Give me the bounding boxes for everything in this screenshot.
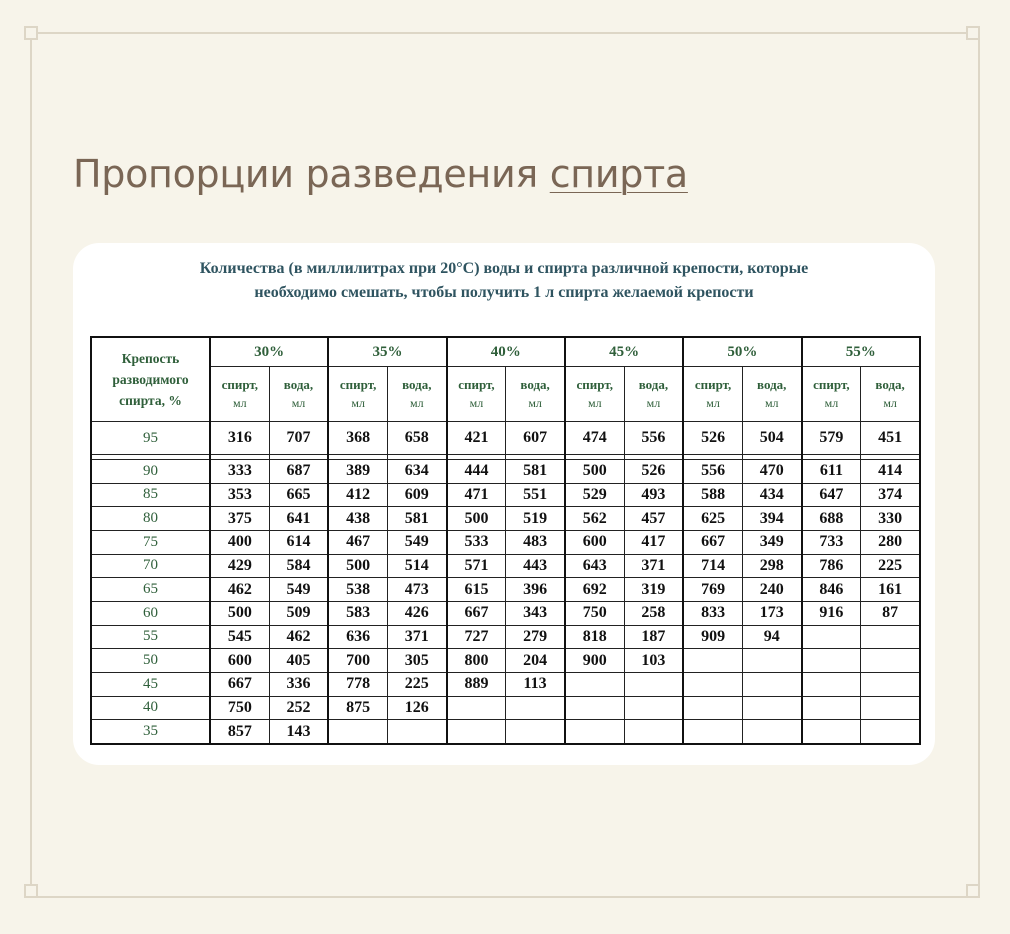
- water-ml-header: [624, 367, 683, 422]
- water-volume-cell: 462: [269, 625, 328, 649]
- water-volume-cell: 126: [387, 696, 446, 720]
- water-volume-cell: [624, 672, 683, 696]
- spirit-ml-header: [447, 367, 506, 422]
- spirit-volume-cell: 700: [328, 649, 387, 673]
- spirit-volume-cell: 556: [683, 460, 742, 484]
- spirit-volume-cell: 733: [802, 530, 861, 554]
- strength-header-line: разводимого: [112, 372, 189, 387]
- subheader-unit: мл: [233, 396, 247, 410]
- table-row: [91, 601, 920, 625]
- subheader-unit: мл: [706, 396, 720, 410]
- water-volume-cell: 143: [269, 720, 328, 744]
- water-volume-cell: 457: [624, 507, 683, 531]
- spirit-volume-cell: 412: [328, 483, 387, 507]
- spirit-volume-cell: 526: [683, 422, 742, 455]
- spirit-volume-cell: 615: [447, 578, 506, 602]
- water-volume-cell: [742, 649, 801, 673]
- table-row: [91, 578, 920, 602]
- water-volume-cell: 434: [742, 483, 801, 507]
- water-volume-cell: 330: [861, 507, 920, 531]
- spirit-volume-cell: 846: [802, 578, 861, 602]
- spirit-volume-cell: 533: [447, 530, 506, 554]
- spirit-volume-cell: [802, 720, 861, 744]
- spirit-volume-cell: 833: [683, 601, 742, 625]
- water-volume-cell: [861, 672, 920, 696]
- water-volume-cell: 443: [506, 554, 565, 578]
- spirit-volume-cell: 583: [328, 601, 387, 625]
- spirit-volume-cell: [802, 672, 861, 696]
- subheader-unit: мл: [587, 396, 602, 410]
- water-volume-cell: 173: [742, 601, 801, 625]
- subheader-unit: мл: [824, 396, 839, 410]
- spirit-volume-cell: 900: [565, 649, 624, 673]
- spirit-volume-cell: 750: [210, 696, 269, 720]
- source-strength-cell: 95: [91, 422, 210, 455]
- water-volume-cell: 509: [269, 601, 328, 625]
- water-volume-cell: 87: [861, 601, 920, 625]
- page-title-text: Пропорции разведения: [73, 152, 550, 196]
- strength-column-header: [91, 337, 210, 422]
- water-volume-cell: [506, 696, 565, 720]
- water-volume-cell: 658: [387, 422, 446, 455]
- spirit-volume-cell: [328, 720, 387, 744]
- spirit-volume-cell: [565, 720, 624, 744]
- spirit-volume-cell: 875: [328, 696, 387, 720]
- source-strength-cell: 40: [91, 696, 210, 720]
- spirit-volume-cell: 818: [565, 625, 624, 649]
- water-volume-cell: 258: [624, 601, 683, 625]
- subheader-label: спирт,: [339, 377, 377, 392]
- spirit-volume-cell: [565, 696, 624, 720]
- target-strength-header: 45%: [565, 337, 683, 367]
- subheader-label: вода,: [757, 377, 787, 392]
- spirit-volume-cell: 333: [210, 460, 269, 484]
- source-strength-cell: 65: [91, 578, 210, 602]
- frame-corner-ornament: [966, 26, 980, 40]
- source-strength-cell: 75: [91, 530, 210, 554]
- water-volume-cell: 707: [269, 422, 328, 455]
- water-volume-cell: 349: [742, 530, 801, 554]
- table-row: [91, 720, 920, 744]
- water-volume-cell: 405: [269, 649, 328, 673]
- subheader-unit: мл: [351, 396, 365, 410]
- table-row: [91, 625, 920, 649]
- subheader-unit: мл: [291, 396, 306, 410]
- title-link-spirta[interactable]: спирта: [549, 152, 688, 196]
- spirit-volume-cell: 500: [210, 601, 269, 625]
- table-row: [91, 554, 920, 578]
- spirit-volume-cell: [447, 720, 506, 744]
- water-volume-cell: 519: [506, 507, 565, 531]
- spirit-volume-cell: 579: [802, 422, 861, 455]
- spirit-volume-cell: 611: [802, 460, 861, 484]
- spirit-volume-cell: 389: [328, 460, 387, 484]
- source-strength-cell: 35: [91, 720, 210, 744]
- spirit-volume-cell: 643: [565, 554, 624, 578]
- water-volume-cell: 665: [269, 483, 328, 507]
- spirit-volume-cell: 786: [802, 554, 861, 578]
- subheader-label: вода,: [402, 377, 432, 392]
- water-volume-cell: 641: [269, 507, 328, 531]
- spirit-volume-cell: 778: [328, 672, 387, 696]
- water-volume-cell: 187: [624, 625, 683, 649]
- spirit-volume-cell: [683, 720, 742, 744]
- strength-header-line: Крепость: [121, 351, 180, 366]
- water-ml-header: [742, 367, 801, 422]
- water-volume-cell: 305: [387, 649, 446, 673]
- spirit-volume-cell: 714: [683, 554, 742, 578]
- table-row: [91, 460, 920, 484]
- spirit-volume-cell: 368: [328, 422, 387, 455]
- subheader-label: спирт,: [221, 377, 259, 392]
- frame-corner-ornament: [966, 884, 980, 898]
- water-volume-cell: [861, 649, 920, 673]
- spirit-volume-cell: 647: [802, 483, 861, 507]
- spirit-volume-cell: 727: [447, 625, 506, 649]
- target-strength-header: 40%: [447, 337, 565, 367]
- water-volume-cell: 240: [742, 578, 801, 602]
- water-volume-cell: 103: [624, 649, 683, 673]
- spirit-volume-cell: 375: [210, 507, 269, 531]
- water-volume-cell: 343: [506, 601, 565, 625]
- spirit-volume-cell: 562: [565, 507, 624, 531]
- water-volume-cell: [624, 696, 683, 720]
- subheader-unit: мл: [410, 396, 424, 410]
- spirit-volume-cell: 667: [210, 672, 269, 696]
- spirit-volume-cell: 692: [565, 578, 624, 602]
- source-strength-cell: 55: [91, 625, 210, 649]
- water-volume-cell: 279: [506, 625, 565, 649]
- subheader-unit: мл: [646, 396, 661, 410]
- table-row: [91, 530, 920, 554]
- subheader-label: вода,: [520, 377, 550, 392]
- table-card: [73, 243, 935, 765]
- spirit-volume-cell: 769: [683, 578, 742, 602]
- subheader-label: спирт,: [458, 377, 495, 392]
- spirit-volume-cell: [683, 672, 742, 696]
- water-volume-cell: 470: [742, 460, 801, 484]
- subheader-label: вода,: [283, 377, 314, 392]
- spirit-volume-cell: 462: [210, 578, 269, 602]
- caption-line-1: Количества (в миллилитрах при 20°С) воды и спирта различной крепости, которые: [199, 260, 809, 277]
- spirit-volume-cell: 750: [565, 601, 624, 625]
- water-volume-cell: 514: [387, 554, 446, 578]
- subheader-label: спирт,: [813, 377, 850, 392]
- water-volume-cell: 634: [387, 460, 446, 484]
- subheader-unit: мл: [764, 396, 779, 410]
- table-row: [91, 507, 920, 531]
- water-volume-cell: 396: [506, 578, 565, 602]
- table-caption: [73, 257, 935, 305]
- spirit-volume-cell: 667: [683, 530, 742, 554]
- source-strength-cell: 90: [91, 460, 210, 484]
- spirit-volume-cell: 667: [447, 601, 506, 625]
- water-volume-cell: [861, 696, 920, 720]
- water-volume-cell: 161: [861, 578, 920, 602]
- spirit-volume-cell: 474: [565, 422, 624, 455]
- subheader-label: вода,: [638, 377, 669, 392]
- water-volume-cell: 614: [269, 530, 328, 554]
- water-ml-header: [506, 367, 565, 422]
- water-volume-cell: 252: [269, 696, 328, 720]
- spirit-volume-cell: 636: [328, 625, 387, 649]
- water-volume-cell: 551: [506, 483, 565, 507]
- water-volume-cell: [742, 696, 801, 720]
- spirit-volume-cell: 909: [683, 625, 742, 649]
- water-volume-cell: 584: [269, 554, 328, 578]
- table-row: [91, 422, 920, 455]
- spirit-ml-header: [328, 367, 387, 422]
- spirit-volume-cell: 545: [210, 625, 269, 649]
- spirit-volume-cell: 916: [802, 601, 861, 625]
- water-volume-cell: [387, 720, 446, 744]
- spirit-volume-cell: 857: [210, 720, 269, 744]
- spirit-volume-cell: [447, 696, 506, 720]
- water-volume-cell: 204: [506, 649, 565, 673]
- water-volume-cell: [861, 720, 920, 744]
- water-volume-cell: 298: [742, 554, 801, 578]
- water-volume-cell: [861, 625, 920, 649]
- water-volume-cell: [742, 720, 801, 744]
- water-volume-cell: 319: [624, 578, 683, 602]
- frame-corner-ornament: [24, 884, 38, 898]
- target-strength-header: 50%: [683, 337, 801, 367]
- spirit-volume-cell: [802, 625, 861, 649]
- water-volume-cell: 526: [624, 460, 683, 484]
- table-row: [91, 696, 920, 720]
- source-strength-cell: 85: [91, 483, 210, 507]
- target-strength-header: 55%: [802, 337, 920, 367]
- subheader-label: спирт,: [694, 377, 732, 392]
- spirit-ml-header: [210, 367, 269, 422]
- water-volume-cell: 483: [506, 530, 565, 554]
- spirit-ml-header: [802, 367, 861, 422]
- water-volume-cell: [624, 720, 683, 744]
- water-volume-cell: 687: [269, 460, 328, 484]
- spirit-volume-cell: 444: [447, 460, 506, 484]
- spirit-volume-cell: 316: [210, 422, 269, 455]
- spirit-volume-cell: 889: [447, 672, 506, 696]
- strength-header-line: спирта, %: [119, 393, 182, 408]
- table-header: [91, 337, 920, 422]
- water-volume-cell: 473: [387, 578, 446, 602]
- water-volume-cell: 336: [269, 672, 328, 696]
- water-volume-cell: 94: [742, 625, 801, 649]
- water-volume-cell: 549: [387, 530, 446, 554]
- water-volume-cell: 280: [861, 530, 920, 554]
- water-volume-cell: [506, 720, 565, 744]
- spirit-volume-cell: 588: [683, 483, 742, 507]
- subheader-unit: мл: [469, 396, 484, 410]
- caption-line-2: необходимо смешать, чтобы получить 1 л спирта желаемой крепости: [254, 284, 754, 301]
- water-volume-cell: 451: [861, 422, 920, 455]
- spirit-volume-cell: 688: [802, 507, 861, 531]
- water-volume-cell: [742, 672, 801, 696]
- subheader-label: спирт,: [576, 377, 613, 392]
- water-volume-cell: 549: [269, 578, 328, 602]
- water-ml-header: [269, 367, 328, 422]
- water-volume-cell: 371: [624, 554, 683, 578]
- target-strength-header: 30%: [210, 337, 328, 367]
- table-row: [91, 649, 920, 673]
- source-strength-cell: 60: [91, 601, 210, 625]
- table-row: [91, 672, 920, 696]
- water-volume-cell: 504: [742, 422, 801, 455]
- water-volume-cell: 371: [387, 625, 446, 649]
- water-volume-cell: 394: [742, 507, 801, 531]
- table-row: [91, 483, 920, 507]
- spirit-volume-cell: 400: [210, 530, 269, 554]
- source-strength-cell: 45: [91, 672, 210, 696]
- spirit-ml-header: [683, 367, 742, 422]
- spirit-volume-cell: 421: [447, 422, 506, 455]
- spirit-volume-cell: 438: [328, 507, 387, 531]
- water-volume-cell: 225: [861, 554, 920, 578]
- spirit-volume-cell: [565, 672, 624, 696]
- spirit-volume-cell: 800: [447, 649, 506, 673]
- water-volume-cell: 426: [387, 601, 446, 625]
- frame-corner-ornament: [24, 26, 38, 40]
- table-body: [91, 422, 920, 745]
- spirit-volume-cell: 571: [447, 554, 506, 578]
- spirit-volume-cell: 353: [210, 483, 269, 507]
- water-volume-cell: 556: [624, 422, 683, 455]
- spirit-volume-cell: [802, 649, 861, 673]
- spirit-volume-cell: 529: [565, 483, 624, 507]
- subheader-unit: мл: [883, 396, 897, 410]
- spirit-volume-cell: 600: [210, 649, 269, 673]
- water-volume-cell: 607: [506, 422, 565, 455]
- spirit-volume-cell: 467: [328, 530, 387, 554]
- water-volume-cell: 581: [387, 507, 446, 531]
- water-volume-cell: 225: [387, 672, 446, 696]
- spirit-volume-cell: 500: [328, 554, 387, 578]
- source-strength-cell: 80: [91, 507, 210, 531]
- spirit-volume-cell: 500: [565, 460, 624, 484]
- spirit-ml-header: [565, 367, 624, 422]
- spirit-volume-cell: [802, 696, 861, 720]
- spirit-volume-cell: 500: [447, 507, 506, 531]
- water-volume-cell: 417: [624, 530, 683, 554]
- source-strength-cell: 50: [91, 649, 210, 673]
- dilution-table: [90, 336, 921, 745]
- spirit-volume-cell: 600: [565, 530, 624, 554]
- water-ml-header: [861, 367, 920, 422]
- water-volume-cell: 609: [387, 483, 446, 507]
- spirit-volume-cell: 429: [210, 554, 269, 578]
- water-volume-cell: 493: [624, 483, 683, 507]
- spirit-volume-cell: 538: [328, 578, 387, 602]
- water-ml-header: [387, 367, 446, 422]
- target-strength-header: 35%: [328, 337, 446, 367]
- spirit-volume-cell: 625: [683, 507, 742, 531]
- subheader-label: вода,: [875, 377, 905, 392]
- spirit-volume-cell: [683, 696, 742, 720]
- water-volume-cell: 374: [861, 483, 920, 507]
- spirit-volume-cell: 471: [447, 483, 506, 507]
- water-volume-cell: 414: [861, 460, 920, 484]
- subheader-unit: мл: [528, 396, 542, 410]
- water-volume-cell: 581: [506, 460, 565, 484]
- page-title: [73, 152, 688, 196]
- water-volume-cell: 113: [506, 672, 565, 696]
- source-strength-cell: 70: [91, 554, 210, 578]
- spirit-volume-cell: [683, 649, 742, 673]
